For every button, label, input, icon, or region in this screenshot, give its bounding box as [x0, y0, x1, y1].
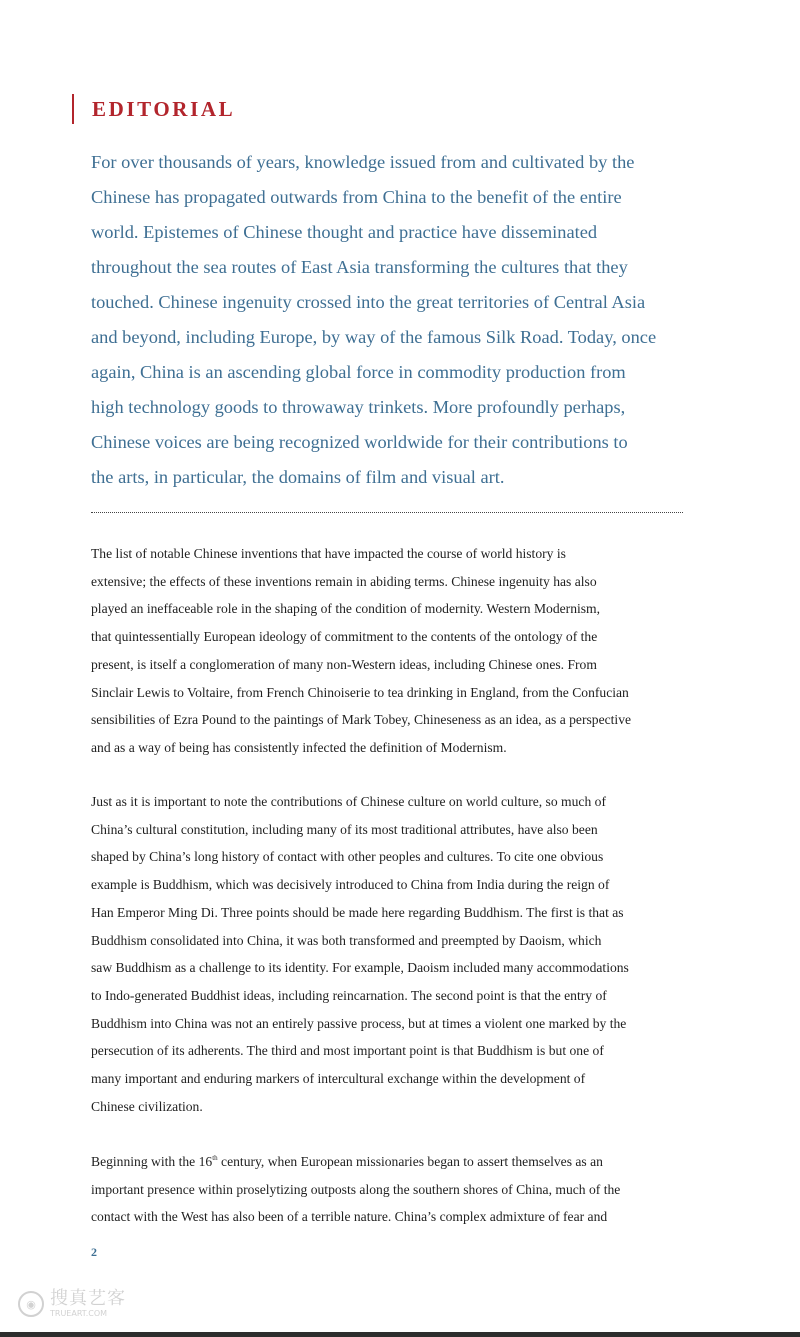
body-line: example is Buddhism, which was decisively introduced to China from India during the reign of — [91, 877, 610, 893]
body-line: present, is itself a conglomeration of many non-Western ideas, including Chinese ones. From — [91, 656, 597, 672]
body-line: China’s cultural constitution, including many of its most traditional attributes, have also been — [91, 821, 598, 837]
body-line: contact with the West has also been of a terrible nature. China’s complex admixture of fear and — [91, 1209, 608, 1225]
dotted-divider — [91, 512, 683, 513]
body-line: to Indo-generated Buddhist ideas, including reincarnation. The second point is that the entry of — [91, 987, 607, 1003]
lead-line: throughout the sea routes of East Asia transforming the cultures that they — [91, 257, 628, 277]
body-line: played an ineffaceable role in the shaping of the condition of modernity. Western Modernism, — [91, 601, 601, 617]
watermark-text — [50, 1290, 126, 1318]
ordinal-superscript: th — [212, 1154, 218, 1162]
lead-line: high technology goods to throwaway trinkets. More profoundly perhaps, — [91, 397, 626, 417]
body-line — [91, 1148, 691, 1176]
body-line: and as a way of being has consistently infected the definition of Modernism. — [91, 739, 507, 755]
section-title: EDITORIAL — [92, 97, 236, 121]
lead-line: world. Epistemes of Chinese thought and practice have disseminated — [91, 222, 598, 242]
body-line: that quintessentially European ideology of commitment to the contents of the ontology of the — [91, 629, 598, 645]
lead-paragraph — [91, 145, 691, 495]
body-line: saw Buddhism as a challenge to its identity. For example, Daoism included many accommodations — [91, 960, 629, 976]
lead-line: For over thousands of years, knowledge issued from and cultivated by the — [91, 152, 635, 172]
body-line: shaped by China’s long history of contact with other peoples and cultures. To cite one obvious — [91, 849, 604, 865]
lead-line: touched. Chinese ingenuity crossed into the great territories of Central Asia — [91, 292, 646, 312]
body-paragraph-2 — [91, 788, 691, 1120]
body-line: Chinese civilization. — [91, 1098, 203, 1114]
body-line: Buddhism into China was not an entirely passive process, but at times a violent one marked by the — [91, 1015, 627, 1031]
section-header — [72, 94, 235, 124]
lead-line: again, China is an ascending global force in commodity production from — [91, 362, 626, 382]
watermark — [18, 1290, 126, 1318]
body-line: persecution of its adherents. The third and most important point is that Buddhism is but one of — [91, 1043, 604, 1059]
body-line: Sinclair Lewis to Voltaire, from French Chinoiserie to tea drinking in England, from the Confucian — [91, 684, 629, 700]
lead-line: the arts, in particular, the domains of film and visual art. — [91, 467, 505, 487]
watermark-english: TRUEART.COM — [50, 1309, 108, 1318]
body-line: extensive; the effects of these inventions remain in abiding terms. Chinese ingenuity has also — [91, 573, 597, 589]
watermark-chinese: 搜真艺客 — [50, 1288, 126, 1309]
line-text: Beginning with the 16 — [91, 1154, 213, 1169]
body-paragraph-1 — [91, 540, 691, 762]
body-line: important presence within proselytizing outposts along the southern shores of China, much of the — [91, 1181, 621, 1197]
body-line: Han Emperor Ming Di. Three points should be made here regarding Buddhism. The first is that as — [91, 904, 624, 920]
body-line: sensibilities of Ezra Pound to the paintings of Mark Tobey, Chineseness as an idea, as a perspective — [91, 712, 632, 728]
bottom-edge-bar — [0, 1332, 800, 1337]
watermark-logo-icon: ◉ — [18, 1291, 44, 1317]
lead-line: Chinese has propagated outwards from China to the benefit of the entire — [91, 187, 622, 207]
header-accent-rule — [72, 94, 74, 124]
lead-line: Chinese voices are being recognized worldwide for their contributions to — [91, 432, 628, 452]
body-line: The list of notable Chinese inventions that have impacted the course of world history is — [91, 546, 566, 561]
body-paragraph-3 — [91, 1148, 691, 1231]
body-line: Buddhism consolidated into China, it was both transformed and preempted by Daoism, which — [91, 932, 602, 948]
body-line: many important and enduring markers of intercultural exchange within the development of — [91, 1071, 586, 1087]
page-number: 2 — [91, 1245, 97, 1259]
body-line: Just as it is important to note the contributions of Chinese culture on world culture, so much of — [91, 794, 606, 809]
line-text: century, when European missionaries began to assert themselves as an — [217, 1154, 603, 1169]
lead-line: and beyond, including Europe, by way of the famous Silk Road. Today, once — [91, 327, 657, 347]
